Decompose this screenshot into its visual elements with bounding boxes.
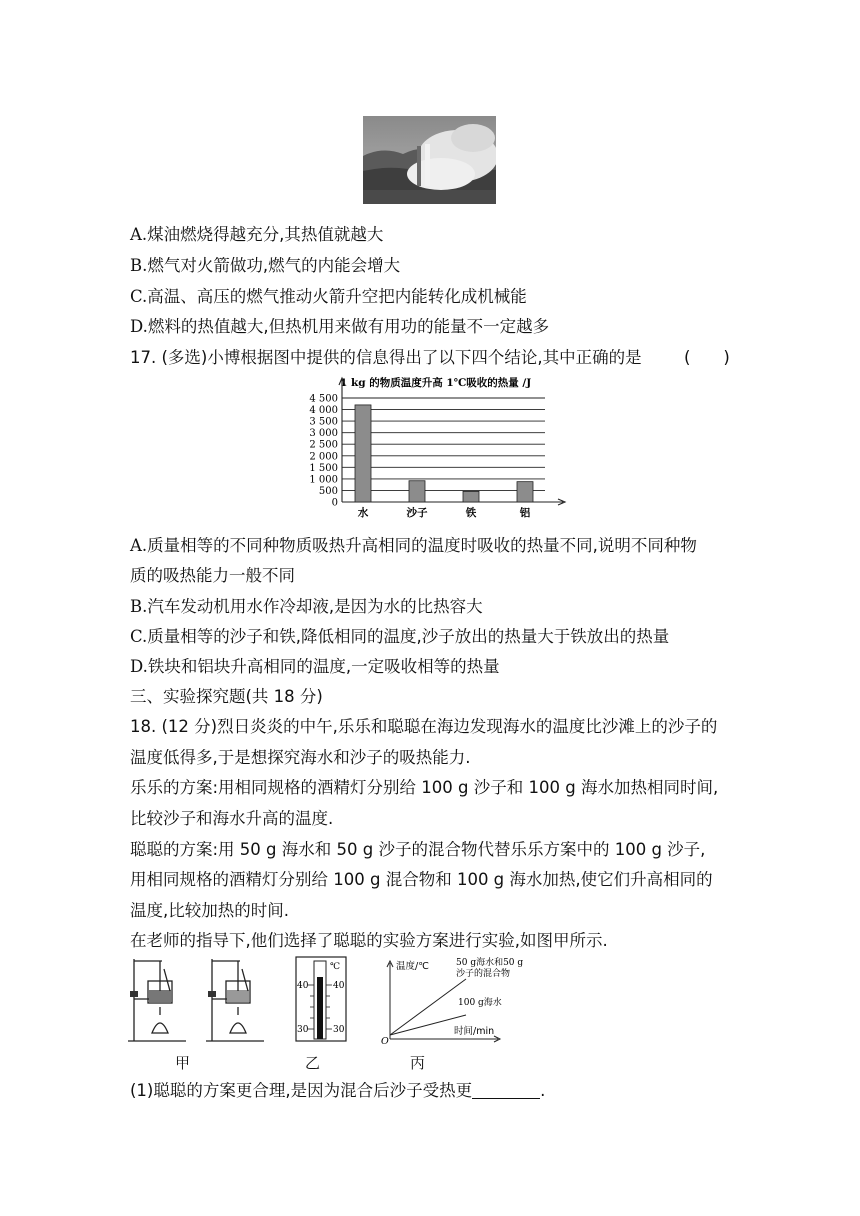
- q18-line-6: 用相同规格的酒精灯分别给 100 g 混合物和 100 g 海水加热,使它们升高相同的: [130, 870, 713, 889]
- y-tick-label: 2 000: [309, 451, 338, 463]
- q18-line-4: 比较沙子和海水升高的温度.: [130, 809, 334, 828]
- q16-option-b: B.燃气对火箭做功,燃气的内能会增大: [130, 256, 401, 275]
- y-tick-label: 2 500: [309, 439, 338, 451]
- thermometer-tick-40-left: 40: [297, 981, 309, 991]
- q18-line-2: 温度低得多,于是想探究海水和沙子的吸热能力.: [130, 748, 471, 767]
- y-tick-label: 1 000: [309, 474, 338, 486]
- x-category-label: 铝: [519, 507, 531, 519]
- q18-line-8: 在老师的指导下,他们选择了聪聪的实验方案进行实验,如图甲所示.: [130, 931, 608, 950]
- q17-stem: 17. (多选)小博根据图中提供的信息得出了以下四个结论,其中正确的是: [130, 348, 642, 367]
- q17-option-b: B.汽车发动机用水作冷却液,是因为水的比热容大: [130, 597, 483, 616]
- rocket-launch-photo: [363, 116, 496, 204]
- y-tick-label: 4 500: [309, 393, 338, 405]
- figure-label-jia: 甲: [175, 1054, 191, 1072]
- figure-label-yi: 乙: [305, 1054, 321, 1072]
- q18-sub1: (1)聪聪的方案更合理,是因为混合后沙子受热更 .: [130, 1081, 546, 1100]
- figure-jia-apparatus: [128, 955, 278, 1045]
- y-tick-label: 500: [318, 485, 338, 497]
- bar: [463, 491, 479, 502]
- x-category-label: 铁: [465, 507, 477, 519]
- graph-line1-label-b: 沙子的混合物: [456, 969, 511, 979]
- q16-option-c: C.高温、高压的燃气推动火箭升空把内能转化成机械能: [130, 287, 527, 306]
- graph-line1-label-a: 50 g海水和50 g: [456, 958, 524, 968]
- q18-line-1: 18. (12 分)烈日炎炎的中午,乐乐和聪聪在海边发现海水的温度比沙滩上的沙子的: [130, 717, 718, 736]
- bar: [355, 405, 371, 502]
- figure-yi-thermometer: [294, 955, 354, 1045]
- q16-option-d: D.燃料的热值越大,但热机用来做有用功的能量不一定越多: [130, 317, 550, 336]
- specific-heat-bar-chart: [280, 372, 580, 522]
- y-tick-label: 1 500: [309, 462, 338, 474]
- y-tick-label: 3 500: [309, 416, 338, 428]
- q17-option-a-line2: 质的吸热能力一般不同: [130, 566, 295, 585]
- figure-label-bing: 丙: [410, 1054, 426, 1072]
- bar: [517, 482, 533, 502]
- q17-option-d: D.铁块和铝块升高相同的温度,一定吸收相等的热量: [130, 657, 500, 676]
- thermometer-tick-40-right: 40: [333, 981, 345, 991]
- x-category-label: 沙子: [406, 507, 428, 519]
- q17-option-c: C.质量相等的沙子和铁,降低相同的温度,沙子放出的热量大于铁放出的热量: [130, 627, 670, 646]
- graph-line2-label: 100 g海水: [458, 998, 502, 1008]
- chart-title: 1 kg 的物质温度升高 1℃吸收的热量 /J: [340, 377, 532, 389]
- q18-line-5: 聪聪的方案:用 50 g 海水和 50 g 沙子的混合物代替乐乐方案中的 100 g 沙子,: [130, 840, 706, 859]
- q18-line-3: 乐乐的方案:用相同规格的酒精灯分别给 100 g 沙子和 100 g 海水加热相同时间,: [130, 778, 719, 797]
- graph-origin: O: [381, 1036, 389, 1045]
- thermometer-tick-30-right: 30: [333, 1025, 345, 1035]
- section-3-title: 三、实验探究题(共 18 分): [130, 687, 323, 706]
- q18-line-7: 温度,比较加热的时间.: [130, 901, 289, 920]
- q17-option-a-line1: A.质量相等的不同种物质吸热升高相同的温度时吸收的热量不同,说明不同种物: [130, 536, 697, 555]
- graph-x-label: 时间/min: [454, 1026, 495, 1037]
- y-tick-label: 3 000: [309, 428, 338, 440]
- q17-answer-bracket: ( ): [684, 348, 730, 367]
- y-tick-label: 0: [331, 497, 338, 509]
- x-category-label: 水: [357, 507, 369, 519]
- thermometer-unit: ℃: [330, 962, 341, 972]
- graph-y-label: 温度/℃: [396, 961, 429, 972]
- y-tick-label: 4 000: [309, 405, 338, 417]
- answer-blank[interactable]: [472, 1082, 540, 1099]
- thermometer-tick-30-left: 30: [297, 1025, 309, 1035]
- q16-option-a: A.煤油燃烧得越充分,其热值就越大: [130, 225, 384, 244]
- bar: [409, 481, 425, 502]
- figure-bing-graph: [378, 955, 538, 1045]
